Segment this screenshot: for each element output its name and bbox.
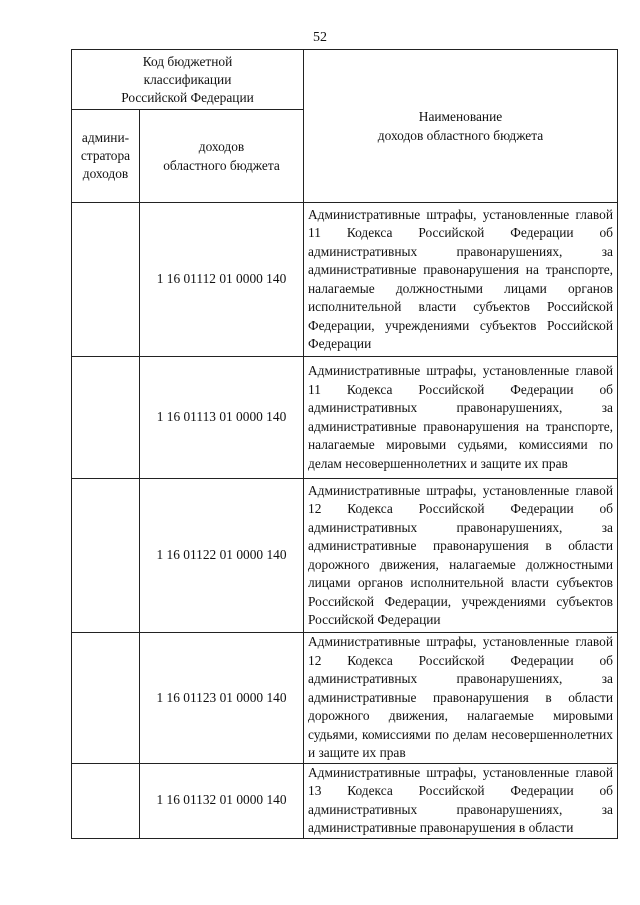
header-income-name: Наименование доходов областного бюджета [304, 50, 618, 203]
table-row [72, 633, 618, 764]
row-admin-code [72, 357, 140, 479]
table-header-row [72, 50, 618, 110]
row-income-name: Административные штрафы, установленные главой 12 Кодекса Российской Федерации об административных правонарушениях, за административные правонарушения в области дорожного движения, налагаемые мировыми судьями, комиссиями по делам несовершеннолетних и защите их прав [304, 633, 618, 764]
table-row [72, 763, 618, 838]
row-income-code: 1 16 01122 01 0000 140 [140, 479, 304, 633]
row-admin-code [72, 479, 140, 633]
header-regional-budget-income: доходов областного бюджета [140, 110, 304, 203]
row-admin-code [72, 203, 140, 357]
header-income-administrator: админи- стратора доходов [72, 110, 140, 203]
row-income-code: 1 16 01112 01 0000 140 [140, 203, 304, 357]
row-income-name: Административные штрафы, установленные главой 11 Кодекса Российской Федерации об административных правонарушениях, за административные правонарушения на транспорте, налагаемые мировыми судьями, комиссиями по делам несовершеннолетних и защите их прав [304, 357, 618, 479]
table-row [72, 479, 618, 633]
row-income-code: 1 16 01132 01 0000 140 [140, 763, 304, 838]
budget-classification-table [71, 49, 618, 839]
page-number: 52 [313, 30, 327, 45]
row-income-code: 1 16 01113 01 0000 140 [140, 357, 304, 479]
row-admin-code [72, 763, 140, 838]
table-row [72, 203, 618, 357]
row-income-name: Административные штрафы, установленные главой 12 Кодекса Российской Федерации об административных правонарушениях, за административные правонарушения в области дорожного движения, налагаемые должностными лицами органов исполнительной власти субъектов Российской Федерации, учреждениями субъектов Российской Федерации [304, 479, 618, 633]
header-budget-classification-code: Код бюджетной классификации Российской Федерации [72, 50, 304, 110]
row-income-code: 1 16 01123 01 0000 140 [140, 633, 304, 764]
row-income-name: Административные штрафы, установленные главой 11 Кодекса Российской Федерации об административных правонарушениях, за административные правонарушения на транспорте, налагаемые должностными лицами органов исполнительной власти субъектов Российской Федерации, учреждениями субъектов Российской Федерации [304, 203, 618, 357]
row-income-name: Административные штрафы, установленные главой 13 Кодекса Российской Федерации об административных правонарушениях, за административные правонарушения в области [304, 763, 618, 838]
table-row [72, 357, 618, 479]
row-admin-code [72, 633, 140, 764]
